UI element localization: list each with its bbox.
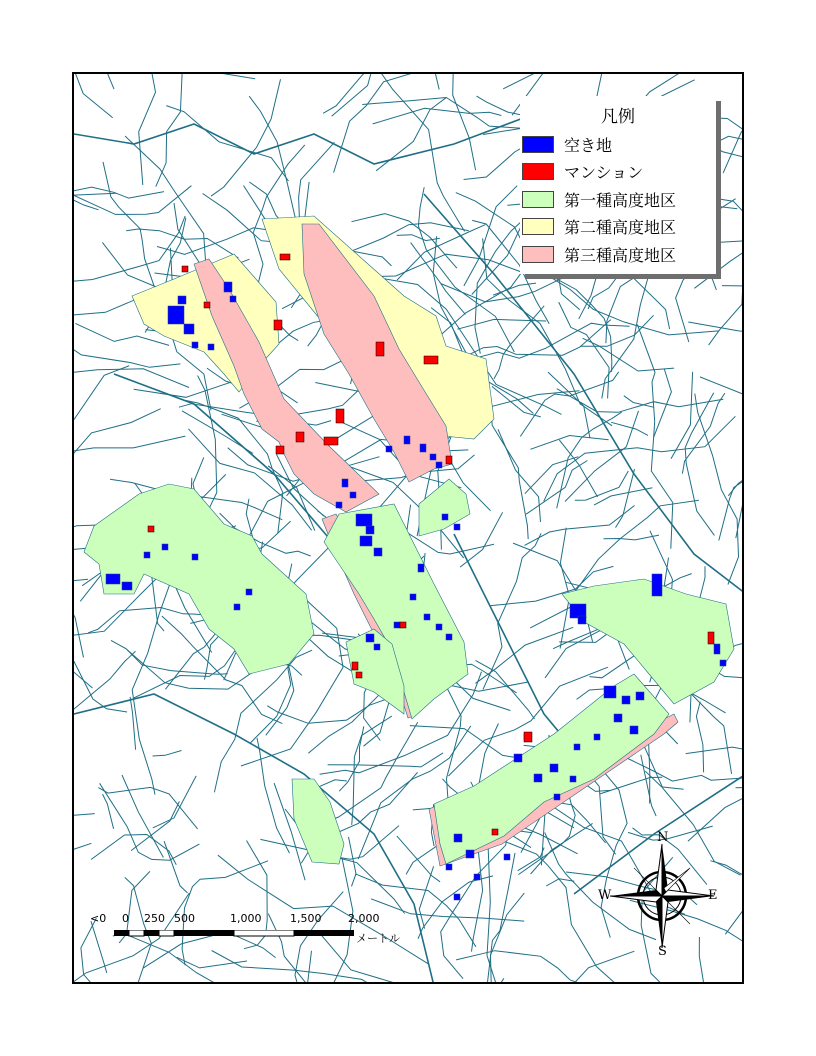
road-segment [637, 325, 672, 549]
zone-1-swatch [522, 191, 554, 208]
road-segment [153, 751, 182, 757]
compass-rose-icon [602, 836, 722, 956]
mansion-marker [424, 356, 438, 364]
legend-item-zone-3 [522, 242, 676, 266]
road-segment [74, 843, 91, 922]
road-segment [604, 535, 660, 540]
legend-label-zone-2: 第二種高度地区 [564, 217, 677, 237]
road-segment [564, 951, 635, 984]
vacant-lot-marker [622, 696, 630, 704]
scale-bar-segments [114, 930, 374, 938]
mansion-marker [352, 662, 358, 670]
road-segment [166, 106, 288, 181]
road-segment [74, 796, 95, 816]
road-segment [695, 394, 739, 585]
north-arrow [598, 830, 722, 959]
mansion-marker [492, 829, 498, 835]
vacant-lot-marker [178, 296, 186, 304]
road-segment [472, 845, 483, 951]
road-segment [548, 372, 590, 438]
vacant-lot-marker [192, 342, 198, 348]
scale-tick-1000: 1,000 [230, 912, 262, 925]
road-segment [164, 841, 187, 893]
road-segment [723, 74, 744, 173]
legend-label-zone-1: 第一種高度地区 [564, 190, 677, 210]
legend-label-vacant-lot: 空き地 [564, 135, 613, 155]
vacant-lot-marker [454, 894, 460, 900]
vacant-lot-marker [420, 444, 426, 452]
mansion-marker [182, 266, 188, 272]
vacant-lot-marker [230, 296, 236, 302]
road-segment [594, 488, 652, 505]
road-segment [449, 74, 476, 170]
vacant-lot-marker [436, 462, 442, 468]
zone-daiichi-south-west [292, 779, 344, 864]
road-segment [531, 823, 593, 874]
road-segment [520, 372, 618, 437]
scale-unit-label: メートル [356, 932, 400, 945]
scale-bar [86, 912, 400, 952]
vacant-lot-marker [578, 616, 586, 624]
road-segment [525, 506, 635, 546]
road-segment [725, 853, 744, 935]
scale-tick-500: 500 [174, 912, 195, 925]
vacant-lot-marker [356, 514, 372, 526]
road-segment [74, 369, 189, 388]
road-segment [98, 787, 197, 829]
mansion-marker [376, 342, 384, 356]
mansion-marker [324, 437, 338, 445]
mansion-marker [274, 320, 282, 330]
mansion-marker [296, 432, 304, 442]
vacant-lot-marker [720, 660, 726, 666]
vacant-lot-marker [550, 764, 558, 772]
compass-east-label: E [708, 888, 718, 903]
road-segment [530, 436, 608, 450]
vacant-lot-marker [122, 582, 132, 590]
legend-item-vacant-lot [522, 132, 612, 156]
road-segment [491, 893, 525, 984]
compass-south-label: S [658, 944, 667, 959]
road-segment [600, 777, 663, 794]
road-segment [557, 389, 724, 413]
road-segment [624, 396, 654, 408]
road-segment [74, 546, 84, 657]
road-segment [107, 74, 114, 89]
road-segment [728, 438, 744, 496]
vacant-lot-marker [234, 604, 240, 610]
zone-daiichi-east-small [419, 479, 470, 536]
road-segment [74, 651, 136, 728]
road-segment [641, 755, 656, 816]
vacant-lot-marker [350, 492, 356, 498]
vacant-lot-marker [208, 344, 214, 350]
vacant-lot-marker [224, 282, 232, 292]
scale-tick-250: 250 [144, 912, 165, 925]
zone-3-swatch [522, 246, 554, 263]
vacant-lot-marker [614, 714, 622, 722]
legend [520, 96, 716, 274]
legend-item-mansion [522, 159, 643, 183]
vacant-lot-marker [394, 622, 400, 628]
vacant-lot-marker [630, 726, 638, 734]
road-segment [190, 74, 255, 79]
vacant-lot-marker [418, 564, 424, 572]
road-segment [328, 753, 443, 767]
vacant-lot-marker [366, 634, 374, 642]
road-segment [583, 338, 675, 371]
mansion-swatch [522, 163, 554, 180]
road-segment [442, 779, 458, 794]
vacant-lot-marker [404, 436, 410, 444]
vacant-lot-marker [168, 306, 184, 324]
road-segment [74, 74, 113, 118]
vacant-lot-marker [474, 874, 480, 880]
road-segment [503, 74, 627, 89]
mansion-marker [276, 446, 284, 454]
vacant-lot-marker [342, 479, 348, 487]
vacant-lot-marker [162, 544, 168, 550]
vacant-lot-marker [106, 574, 120, 584]
vacant-lot-marker [374, 548, 382, 556]
road-segment [575, 471, 629, 500]
road-segment [717, 199, 744, 273]
road-segment [411, 243, 466, 315]
compass-north-label: N [657, 830, 669, 845]
vacant-lot-marker [442, 514, 448, 520]
vacant-lot-marker [446, 634, 452, 640]
road-segment [736, 787, 745, 788]
mansion-marker [148, 526, 154, 532]
vacant-lot-marker [636, 692, 644, 700]
vacant-lot-marker [246, 589, 252, 595]
vacant-lot-marker [360, 536, 372, 546]
mansion-marker [708, 632, 714, 644]
road-segment [100, 783, 200, 860]
vacant-lot-marker [430, 454, 436, 460]
vacant-lot-marker [466, 850, 474, 858]
legend-item-zone-2 [522, 214, 676, 238]
road-segment [365, 74, 464, 231]
road-segment [414, 978, 504, 984]
road-segment [492, 386, 541, 417]
road-segment [74, 436, 185, 470]
mansion-marker [400, 622, 406, 628]
vacant-lot-marker [410, 594, 416, 600]
road-segment [74, 609, 93, 688]
vacant-lot-marker [554, 794, 560, 800]
road-segment [611, 422, 648, 435]
road-segment [719, 406, 744, 540]
vacant-lot-marker [454, 834, 462, 842]
scale-tick-1500: 1,500 [290, 912, 322, 925]
mansion-marker [336, 409, 344, 423]
road-segment [352, 716, 392, 825]
vacant-lot-marker [594, 734, 600, 740]
vacant-lot-marker [534, 774, 542, 782]
road-segment [352, 214, 457, 269]
road-segment [339, 726, 364, 791]
compass-west-label: W [598, 888, 612, 903]
vacant-lot-marker [144, 552, 150, 558]
zone-2-swatch [522, 218, 554, 235]
vacant-lot-marker [604, 686, 616, 698]
vacant-lot-marker [366, 526, 374, 534]
vacant-lot-marker [386, 446, 392, 452]
road-segment [316, 780, 347, 788]
road-segment [476, 660, 535, 719]
road-segment [139, 74, 156, 185]
vacant-lot-marker [446, 864, 452, 870]
scale-tick-2000: 2,000 [348, 912, 380, 925]
vacant-lot-marker [184, 324, 194, 334]
vacant-lot-marker [652, 574, 662, 596]
scale-origin-label: <0 [90, 912, 107, 925]
vacant-lot-marker [336, 502, 342, 508]
road-segment [122, 775, 163, 858]
mansion-marker [204, 302, 210, 308]
legend-label-zone-3: 第三種高度地区 [564, 245, 677, 265]
map-frame [72, 72, 744, 984]
road-segment [74, 187, 164, 221]
road-segment [688, 322, 744, 333]
vacant-lot-marker [504, 854, 510, 860]
vacant-lot-marker [514, 754, 522, 762]
mansion-marker [524, 732, 532, 742]
vacant-lot-marker [570, 776, 576, 782]
road-segment [376, 98, 446, 171]
road-segment [304, 951, 312, 984]
vacant-lot-marker [424, 614, 430, 620]
vacant-lot-marker [192, 554, 198, 560]
legend-item-zone-1 [522, 187, 676, 211]
road-segment [685, 393, 714, 536]
road-segment [323, 74, 434, 113]
road-segment [494, 306, 544, 379]
road-segment [153, 776, 196, 828]
vacant-lot-marker [436, 624, 442, 630]
road-segment [74, 341, 180, 367]
legend-label-mansion: マンション [564, 162, 644, 182]
legend-title: 凡例 [601, 107, 635, 127]
road-segment [483, 533, 541, 689]
vacant-lot-marker [454, 524, 460, 530]
scale-tick-0: 0 [122, 912, 129, 925]
mansion-marker [280, 254, 290, 260]
road-segment [456, 951, 593, 984]
road-segment [319, 722, 418, 824]
mansion-marker [446, 456, 452, 464]
road-segment [334, 74, 440, 173]
mansion-marker [356, 672, 362, 678]
road-segment [686, 736, 744, 767]
road-segment [671, 372, 693, 459]
vacant-lot-marker [374, 644, 380, 650]
road-segment [431, 74, 439, 90]
road-segment [491, 400, 529, 539]
road-segment [103, 794, 114, 829]
road-segment [74, 366, 129, 462]
road-segment [332, 74, 376, 116]
vacant-lot-swatch [522, 136, 554, 153]
road-segment [696, 702, 703, 773]
vacant-lot-marker [574, 744, 580, 750]
road-segment [397, 235, 440, 241]
vacant-lot-marker [714, 644, 720, 654]
